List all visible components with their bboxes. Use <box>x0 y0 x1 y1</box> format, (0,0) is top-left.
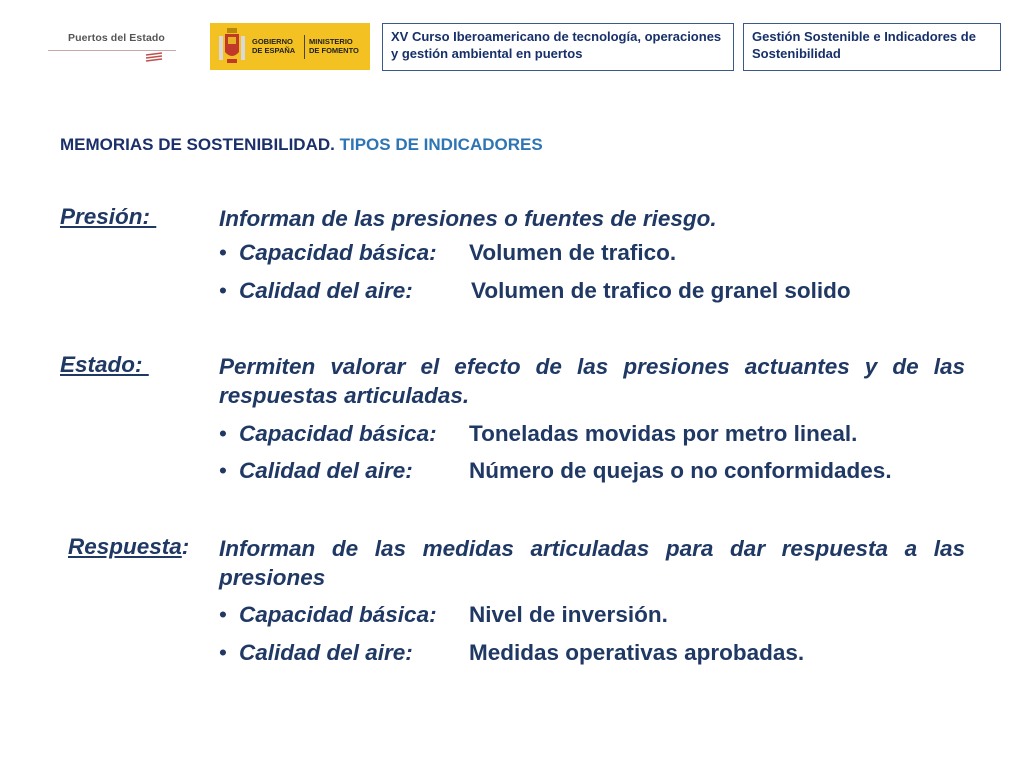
bullet-label: Capacidad básica: <box>239 421 437 446</box>
ministerio-line-2: DE FOMENTO <box>309 46 359 55</box>
gobierno-line-2: DE ESPAÑA <box>252 46 296 55</box>
indicator-label-estado: Estado: <box>60 352 149 377</box>
bullet-label: Calidad del aire: <box>239 278 413 303</box>
bullet-label: Capacidad básica: <box>239 602 437 627</box>
indicator-description-presion: Informan de las presiones o fuentes de riesgo. <box>219 206 717 231</box>
bullet-dot: • <box>219 640 227 665</box>
bullet-dot: • <box>219 240 227 265</box>
bullet-dot: • <box>219 421 227 446</box>
indicator-label-respuesta <box>68 534 189 560</box>
indicator-description-estado: Permiten valorar el efecto de las presiones actuantes y de las respuestas articuladas. <box>219 354 965 408</box>
respuesta-label-colon: : <box>181 534 190 559</box>
bullet-value: Nivel de inversión. <box>469 602 668 627</box>
bullet-value: Medidas operativas aprobadas. <box>469 640 805 665</box>
topic-title-box: Gestión Sostenible e Indicadores de Sostenibilidad <box>743 23 1001 71</box>
indicator-label-presion: Presión: <box>60 204 157 229</box>
ministerio-line-1: MINISTERIO <box>309 37 353 46</box>
indicator-description-respuesta: Informan de las medidas articuladas para dar respuesta a las presiones <box>219 536 965 590</box>
bullet-value: Volumen de trafico. <box>469 240 677 265</box>
section-title-main: MEMORIAS DE SOSTENIBILIDAD. <box>60 135 335 154</box>
bullet-dot: • <box>219 278 227 303</box>
bullet-dot: • <box>219 458 227 483</box>
bullet-dot: • <box>219 602 227 627</box>
gobierno-line-1: GOBIERNO <box>252 37 293 46</box>
bullet-label: Capacidad básica: <box>239 240 437 265</box>
section-subtitle: TIPOS DE INDICADORES <box>339 135 543 154</box>
respuesta-label-text: Respuesta <box>68 534 182 559</box>
bullet-label: Calidad del aire: <box>239 458 413 483</box>
bullet-value: Número de quejas o no conformidades. <box>469 458 892 483</box>
puertos-logo-text: Puertos del Estado <box>68 32 165 44</box>
course-title-box: XV Curso Iberoamericano de tecnología, operaciones y gestión ambiental en puertos <box>382 23 734 71</box>
bullet-value: Volumen de trafico de granel solido <box>471 278 851 303</box>
bullet-label: Calidad del aire: <box>239 640 413 665</box>
bullet-value: Toneladas movidas por metro lineal. <box>469 421 858 446</box>
